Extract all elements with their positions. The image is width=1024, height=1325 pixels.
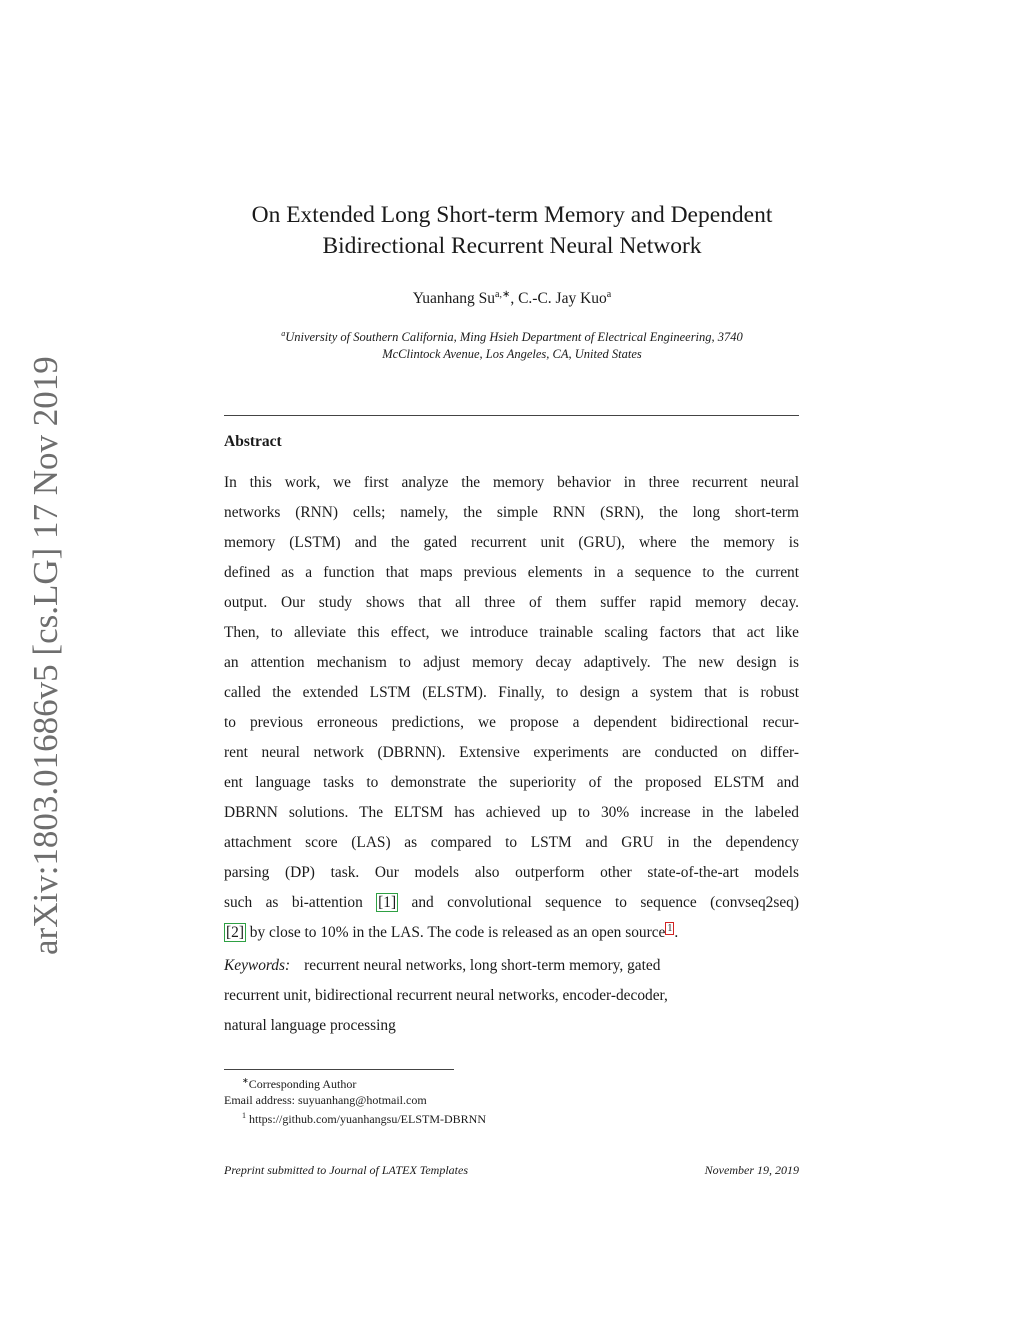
footnote-mark: 1 xyxy=(242,1111,246,1120)
author-affiliation-mark: a,∗ xyxy=(495,289,511,300)
affiliation-line-2: McClintock Avenue, Los Angeles, CA, United States xyxy=(382,347,642,362)
abstract-line: an attention mechanism to adjust memory decay adaptively. The new design is xyxy=(224,654,799,671)
abstract-line: attachment score (LAS) as compared to LSTM and GRU in the dependency xyxy=(224,834,799,851)
abstract-text: . xyxy=(674,924,679,941)
abstract-line: defined as a function that maps previous elements in a sequence to the current xyxy=(224,564,799,581)
abstract-line: called the extended LSTM (ELSTM). Finally, to design a system that is robust xyxy=(224,684,799,701)
author-name: C.-C. Jay Kuo xyxy=(518,290,607,308)
abstract-line: output. Our study shows that all three of them suffer rapid memory decay. xyxy=(224,594,799,611)
footnote-rule xyxy=(224,1069,454,1070)
abstract-line xyxy=(224,888,799,918)
abstract-line: rent neural network (DBRNN). Extensive experiments are conducted on differ- xyxy=(224,744,799,761)
abstract-line: DBRNN solutions. The ELTSM has achieved up to 30% increase in the labeled xyxy=(224,804,799,821)
keywords-line-3: natural language processing xyxy=(224,1017,396,1034)
affiliation xyxy=(222,325,802,363)
email-address: Email address: suyuanhang@hotmail.com xyxy=(224,1093,427,1107)
page-footer xyxy=(224,1163,799,1178)
keywords xyxy=(224,951,799,1041)
abstract-body xyxy=(224,468,799,948)
abstract-line: ent language tasks to demonstrate the superiority of the proposed ELSTM and xyxy=(224,774,799,791)
footer-date: November 19, 2019 xyxy=(704,1163,799,1177)
footnote-mark: ∗ xyxy=(242,1076,249,1085)
footnote-link-1[interactable]: 1 xyxy=(667,922,673,934)
citation-link-2[interactable]: [2] xyxy=(226,924,244,941)
abstract-line: In this work, we first analyze the memory behavior in three recurrent neural xyxy=(224,474,799,491)
keywords-line-1: recurrent neural networks, long short-term memory, gated xyxy=(304,957,661,974)
arxiv-identifier: arXiv:1803.01686v5 [cs.LG] 17 Nov 2019 xyxy=(26,356,65,955)
keywords-line-2: recurrent unit, bidirectional recurrent neural networks, encoder-decoder, xyxy=(224,987,668,1004)
abstract-top-rule xyxy=(224,415,799,416)
paper-title xyxy=(222,200,802,262)
abstract-line xyxy=(224,918,799,948)
abstract-line: memory (LSTM) and the gated recurrent unit (GRU), where the memory is xyxy=(224,534,799,551)
abstract-line: to previous erroneous predictions, we propose a dependent bidirectional recur- xyxy=(224,714,799,731)
abstract-line: Then, to alleviate this effect, we introduce trainable scaling factors that act like xyxy=(224,624,799,641)
abstract-text: by close to 10% in the LAS. The code is released as an open source xyxy=(245,924,666,941)
affiliation-line-1: University of Southern California, Ming Hsieh Department of Electrical Engineering, 3740 xyxy=(285,330,743,345)
abstract-line: networks (RNN) cells; namely, the simple RNN (SRN), the long short-term xyxy=(224,504,799,521)
abstract-text: and convolutional sequence to sequence (convseq2seq) xyxy=(398,894,800,911)
author-name: Yuanhang Su xyxy=(412,290,495,308)
corresponding-author-note: Corresponding Author xyxy=(248,1077,357,1091)
keywords-label: Keywords: xyxy=(224,957,291,974)
abstract-text: such as bi-attention xyxy=(224,894,377,911)
title-line-2: Bidirectional Recurrent Neural Network xyxy=(322,233,702,259)
affiliation-mark: a xyxy=(281,329,286,338)
author-list xyxy=(222,289,802,308)
author-affiliation-mark: a xyxy=(606,289,612,300)
author-separator: , xyxy=(510,290,519,308)
citation-link-1[interactable]: [1] xyxy=(378,894,397,911)
footer-preprint-note: Preprint submitted to Journal of LATEX Templates xyxy=(224,1163,469,1177)
abstract-line: parsing (DP) task. Our models also outperform other state-of-the-art models xyxy=(224,864,799,881)
footnote-url[interactable]: https://github.com/yuanhangsu/ELSTM-DBRNN xyxy=(249,1112,486,1126)
title-line-1: On Extended Long Short-term Memory and Dependent xyxy=(251,202,773,228)
abstract-heading: Abstract xyxy=(224,433,282,450)
footnotes xyxy=(224,1073,799,1127)
